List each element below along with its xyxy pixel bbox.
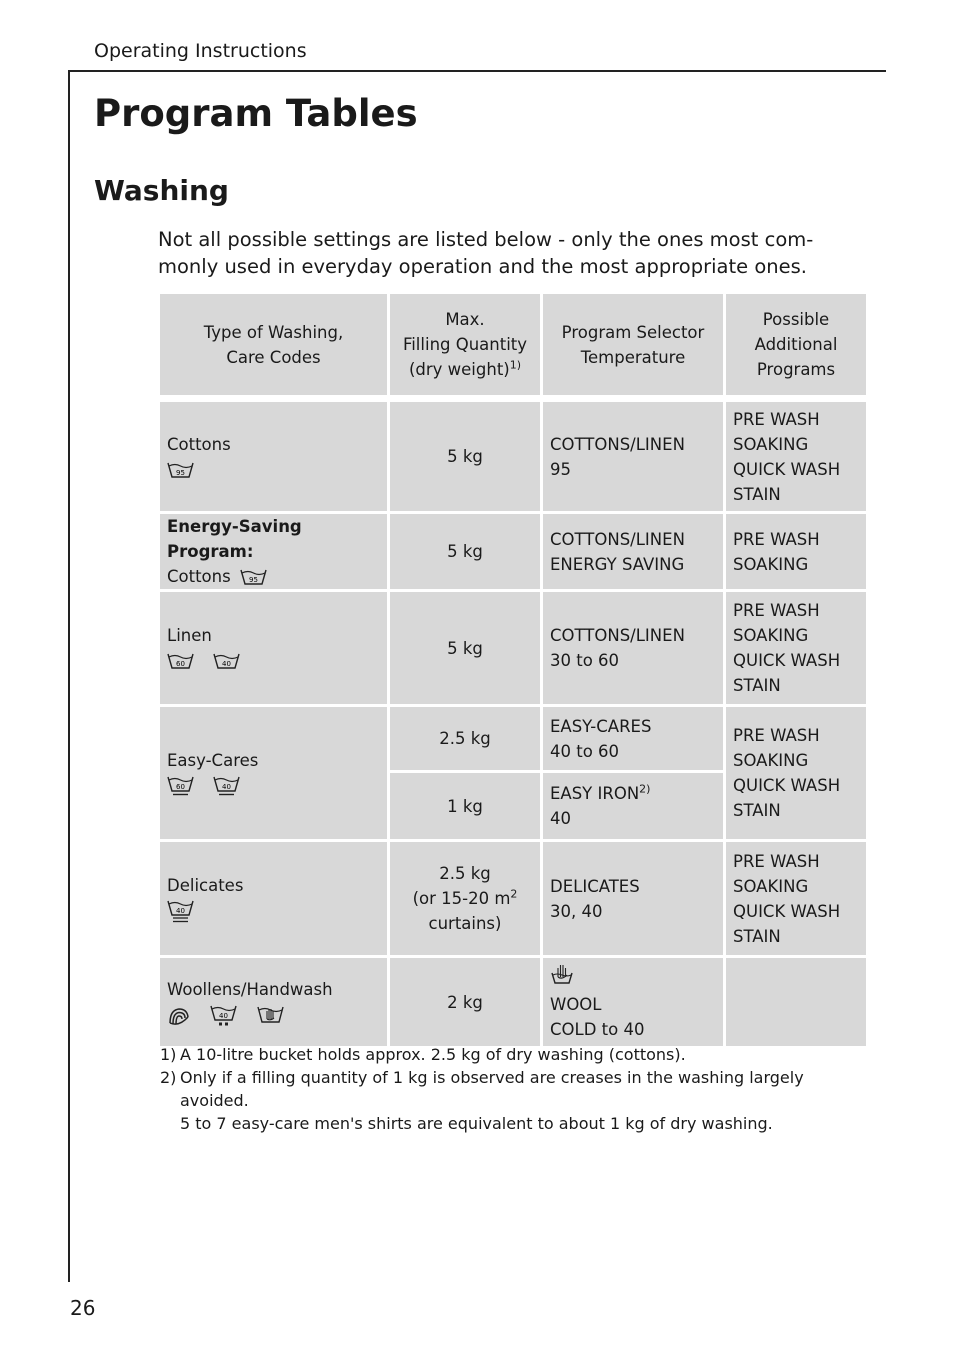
wash-40-wool-icon xyxy=(210,1005,237,1027)
type-cell: Cottons 95 xyxy=(160,398,387,511)
wash-60-gentle-icon xyxy=(167,776,194,797)
additional-cell xyxy=(726,958,866,1046)
table-row xyxy=(160,958,866,1046)
selector-cell: DELICATES 30, 40 xyxy=(543,842,723,955)
type-cell: Energy-Saving Program: Cottons 95 xyxy=(160,514,387,589)
header-program-selector: Program Selector Temperature xyxy=(543,294,723,395)
footnote-1: 1) A 10-litre bucket holds approx. 2.5 kg of dry washing (cottons). xyxy=(160,1045,686,1064)
footnote-2-extra: 5 to 7 easy-care men's shirts are equivalent to about 1 kg of dry washing. xyxy=(180,1114,773,1133)
footnote-2: 2) Only if a filling quantity of 1 kg is observed are creases in the washing largely avoided. xyxy=(160,1068,804,1110)
svg-text:95: 95 xyxy=(249,576,258,584)
quantity-cell: 2.5 kg (or 15-20 $m^2$ curtains) xyxy=(390,842,540,955)
additional-cell: PRE WASH SOAKING QUICK WASH STAIN xyxy=(726,592,866,704)
intro-paragraph: Not all possible settings are listed below - only the ones most com- monly used in everyday operation and the most appropriate ones. xyxy=(158,228,814,278)
quantity-cell: 5 kg xyxy=(390,398,540,511)
header-max-quantity: Max. Filling Quantity (dry weight)$^{1)}$ xyxy=(390,294,540,395)
margin-rule xyxy=(68,70,70,1282)
section-title: Washing xyxy=(94,174,229,207)
footnote-ref-1: 1) xyxy=(509,358,522,372)
svg-text:40: 40 xyxy=(176,906,185,915)
quantity-cell: 5 kg xyxy=(390,514,540,589)
quantity-cell: 2 kg xyxy=(390,958,540,1046)
wash-40-delicate-icon xyxy=(167,900,194,924)
type-cell: Delicates 40 xyxy=(160,842,387,955)
page-number: 26 xyxy=(70,1296,96,1320)
wool-mark-icon xyxy=(167,1005,191,1027)
quantity-cell: 5 kg xyxy=(390,592,540,704)
selector-cell: COTTONS/LINEN 30 to 60 xyxy=(543,592,723,704)
table-row xyxy=(160,707,866,770)
type-cell: Easy-Cares 60 40 xyxy=(160,707,387,839)
svg-text:60: 60 xyxy=(176,660,185,668)
type-cell: Woollens/Handwash 40 xyxy=(160,958,387,1046)
quantity-cell: 2.5 kg xyxy=(390,707,540,770)
selector-cell: EASY-CARES 40 to 60 xyxy=(543,707,723,770)
wash-40-gentle-icon xyxy=(213,776,240,797)
hand-wash-icon xyxy=(257,1006,284,1026)
table-row xyxy=(160,398,866,511)
quantity-cell: 1 kg xyxy=(390,773,540,839)
header-rule xyxy=(68,70,886,72)
selector-cell: COTTONS/LINEN 95 xyxy=(543,398,723,511)
selector-cell: EASY IRON$^{2)}$ 40 xyxy=(543,773,723,839)
svg-text:60: 60 xyxy=(176,783,185,791)
running-head: Operating Instructions xyxy=(94,40,307,62)
additional-cell: PRE WASH SOAKING QUICK WASH STAIN xyxy=(726,398,866,511)
selector-cell: WOOL COLD to 40 xyxy=(543,958,723,1046)
type-cell: Linen 60 40 xyxy=(160,592,387,704)
table-header-row xyxy=(160,294,866,395)
selector-cell: COTTONS/LINEN ENERGY SAVING xyxy=(543,514,723,589)
wool-program-icon xyxy=(550,963,716,992)
table-row xyxy=(160,842,866,955)
wash-40-icon xyxy=(213,653,240,670)
footnote-ref-2: 2) xyxy=(639,782,651,796)
table-row xyxy=(160,514,866,589)
program-table xyxy=(157,291,869,1049)
svg-text:40: 40 xyxy=(222,660,232,668)
additional-cell: PRE WASH SOAKING QUICK WASH STAIN xyxy=(726,842,866,955)
svg-text:40: 40 xyxy=(219,1011,229,1020)
wash-95-icon xyxy=(240,569,267,586)
page-title: Program Tables xyxy=(94,92,418,135)
svg-text:40: 40 xyxy=(222,783,232,791)
wash-60-icon xyxy=(167,653,194,670)
header-type: Type of Washing, Care Codes xyxy=(160,294,387,395)
wash-95-icon xyxy=(167,462,194,479)
additional-cell: PRE WASH SOAKING xyxy=(726,514,866,589)
svg-text:95: 95 xyxy=(176,468,185,477)
additional-cell: PRE WASH SOAKING QUICK WASH STAIN xyxy=(726,707,866,839)
header-additional-programs: Possible Additional Programs xyxy=(726,294,866,395)
table-row xyxy=(160,592,866,704)
footnotes xyxy=(160,1043,840,1135)
